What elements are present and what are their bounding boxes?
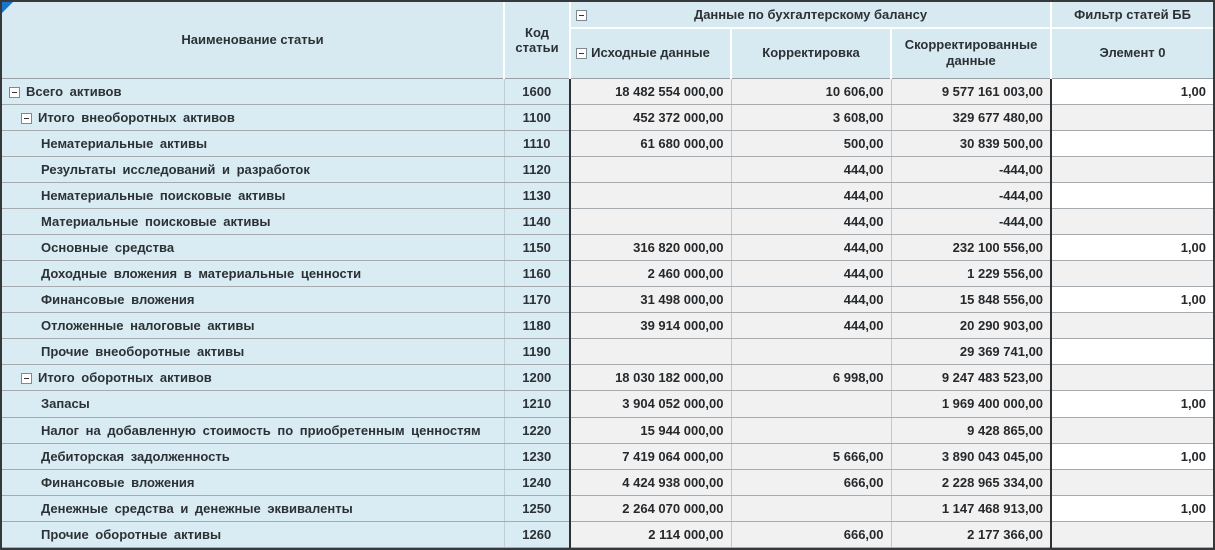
table-body — [2, 78, 1213, 548]
row-code-cell[interactable]: 1170 — [504, 287, 570, 313]
cell-adjustment[interactable] — [731, 339, 891, 365]
row-code-cell[interactable]: 1240 — [504, 469, 570, 495]
row-name-cell[interactable] — [2, 521, 504, 547]
select-all-corner[interactable] — [2, 2, 13, 13]
row-name-label: Финансовые вложения — [41, 292, 195, 308]
cell-adjustment[interactable]: 444,00 — [731, 182, 891, 208]
cell-adjustment[interactable]: 444,00 — [731, 261, 891, 287]
row-name-cell[interactable] — [2, 234, 504, 260]
cell-source[interactable]: 3 904 052 000,00 — [570, 391, 731, 417]
cell-element0[interactable]: 1,00 — [1051, 495, 1213, 521]
cell-adjustment[interactable] — [731, 495, 891, 521]
cell-adjustment[interactable]: 5 666,00 — [731, 443, 891, 469]
cell-source[interactable]: 61 680 000,00 — [570, 130, 731, 156]
col-header-code[interactable] — [504, 2, 570, 78]
col-header-element0[interactable] — [1051, 28, 1213, 78]
row-name-label: Прочие оборотные активы — [41, 526, 222, 542]
cell-element0[interactable] — [1051, 130, 1213, 156]
row-name-cell[interactable] — [2, 156, 504, 182]
cell-adjustment[interactable]: 666,00 — [731, 469, 891, 495]
cell-source[interactable]: 452 372 000,00 — [570, 104, 731, 130]
row-name-label: Итого внеоборотных активов — [38, 109, 235, 125]
row-name-cell[interactable] — [2, 104, 504, 130]
cell-adjustment[interactable]: 444,00 — [731, 313, 891, 339]
col-header-name-label: Наименование статьи — [181, 32, 324, 48]
table-row — [2, 313, 1213, 339]
row-name-label: Нематериальные поисковые активы — [41, 187, 286, 203]
cell-adjusted[interactable]: 9 247 483 523,00 — [891, 365, 1051, 391]
collapse-icon[interactable] — [576, 48, 587, 59]
cell-adjustment[interactable]: 666,00 — [731, 521, 891, 547]
table-row — [2, 234, 1213, 260]
row-name-cell[interactable] — [2, 313, 504, 339]
cell-element0[interactable] — [1051, 313, 1213, 339]
row-code-cell[interactable]: 1250 — [504, 495, 570, 521]
row-name-cell[interactable] — [2, 495, 504, 521]
row-code-cell[interactable]: 1110 — [504, 130, 570, 156]
row-code-cell[interactable]: 1160 — [504, 261, 570, 287]
cell-element0[interactable] — [1051, 521, 1213, 547]
row-name-cell[interactable] — [2, 261, 504, 287]
col-group-balance-label: Данные по бухгалтерскому балансу — [693, 7, 928, 22]
cell-source[interactable]: 15 944 000,00 — [570, 417, 731, 443]
table-row — [2, 261, 1213, 287]
col-header-adjustment[interactable] — [731, 28, 891, 78]
table-row — [2, 469, 1213, 495]
col-group-filter[interactable] — [1051, 2, 1213, 28]
cell-source[interactable]: 2 460 000,00 — [570, 261, 731, 287]
row-code-cell[interactable]: 1210 — [504, 391, 570, 417]
row-name-cell[interactable] — [2, 287, 504, 313]
row-code-cell[interactable]: 1100 — [504, 104, 570, 130]
col-header-code-label: Код статьи — [515, 24, 559, 55]
row-code-cell[interactable]: 1180 — [504, 313, 570, 339]
row-name-label: Основные средства — [41, 240, 175, 255]
row-code-cell[interactable]: 1600 — [504, 78, 570, 104]
cell-element0[interactable] — [1051, 417, 1213, 443]
cell-element0[interactable] — [1051, 104, 1213, 130]
row-name-label: Финансовые вложения — [41, 474, 195, 490]
row-code-cell[interactable]: 1220 — [504, 417, 570, 443]
row-name-cell[interactable] — [2, 339, 504, 365]
cell-adjustment[interactable]: 444,00 — [731, 208, 891, 234]
col-header-source[interactable] — [570, 28, 731, 78]
cell-element0[interactable] — [1051, 339, 1213, 365]
cell-source[interactable]: 316 820 000,00 — [570, 234, 731, 260]
cell-adjusted[interactable]: 2 177 366,00 — [891, 521, 1051, 547]
row-name-label: Результаты исследований и разработок — [41, 161, 310, 177]
table-row — [2, 130, 1213, 156]
balance-table — [2, 2, 1213, 548]
row-name-cell[interactable] — [2, 208, 504, 234]
cell-adjusted[interactable]: 1 229 556,00 — [891, 261, 1051, 287]
row-name-label: Денежные средства и денежные эквиваленты — [41, 500, 353, 516]
cell-adjustment[interactable]: 10 606,00 — [731, 78, 891, 104]
cell-source[interactable]: 31 498 000,00 — [570, 287, 731, 313]
cell-source[interactable]: 18 482 554 000,00 — [570, 78, 731, 104]
cell-element0[interactable]: 1,00 — [1051, 78, 1213, 104]
cell-element0[interactable]: 1,00 — [1051, 287, 1213, 313]
cell-element0[interactable] — [1051, 182, 1213, 208]
collapse-icon[interactable] — [9, 87, 20, 98]
row-name-cell[interactable] — [2, 443, 504, 469]
row-name-cell[interactable] — [2, 391, 504, 417]
cell-adjustment[interactable]: 444,00 — [731, 156, 891, 182]
table-row — [2, 78, 1213, 104]
row-name-cell[interactable] — [2, 182, 504, 208]
table-row — [2, 417, 1213, 443]
cell-element0[interactable]: 1,00 — [1051, 443, 1213, 469]
cell-element0[interactable] — [1051, 208, 1213, 234]
table-row — [2, 208, 1213, 234]
row-code-cell[interactable]: 1190 — [504, 339, 570, 365]
row-name-cell[interactable] — [2, 365, 504, 391]
cell-adjustment[interactable] — [731, 417, 891, 443]
row-name-label: Итого оборотных активов — [38, 370, 212, 386]
cell-adjusted[interactable]: 329 677 480,00 — [891, 104, 1051, 130]
cell-adjustment[interactable]: 3 608,00 — [731, 104, 891, 130]
row-name-cell[interactable] — [2, 78, 504, 104]
cell-adjusted[interactable]: 1 147 468 913,00 — [891, 495, 1051, 521]
row-name-label: Нематериальные активы — [41, 135, 208, 151]
collapse-icon[interactable] — [21, 113, 32, 124]
row-name-label: Прочие внеоборотные активы — [41, 344, 245, 360]
cell-adjustment[interactable]: 500,00 — [731, 130, 891, 156]
table-row — [2, 365, 1213, 391]
cell-adjustment[interactable]: 444,00 — [731, 287, 891, 313]
header-group-row — [2, 2, 1213, 28]
cell-adjusted[interactable]: -444,00 — [891, 156, 1051, 182]
table-row — [2, 443, 1213, 469]
cell-source[interactable]: 39 914 000,00 — [570, 313, 731, 339]
row-name-label: Дебиторская задолженность — [41, 448, 230, 464]
col-header-element0-label: Элемент 0 — [1099, 45, 1166, 61]
row-name-cell[interactable] — [2, 417, 504, 443]
cell-source[interactable] — [570, 339, 731, 365]
row-name-label: Материальные поисковые активы — [41, 213, 271, 229]
table-row — [2, 287, 1213, 313]
row-name-label: Запасы — [41, 396, 90, 412]
cell-source[interactable]: 2 264 070 000,00 — [570, 495, 731, 521]
col-header-adjustment-label: Корректировка — [762, 45, 860, 61]
cell-adjusted[interactable]: 9 577 161 003,00 — [891, 78, 1051, 104]
cell-source[interactable] — [570, 182, 731, 208]
row-code-cell[interactable]: 1260 — [504, 521, 570, 547]
cell-adjusted[interactable]: 20 290 903,00 — [891, 313, 1051, 339]
row-name-cell[interactable] — [2, 469, 504, 495]
collapse-icon[interactable] — [576, 10, 587, 21]
cell-adjusted[interactable]: -444,00 — [891, 182, 1051, 208]
collapse-icon[interactable] — [21, 373, 32, 384]
row-name-label: Отложенные налоговые активы — [41, 318, 255, 334]
cell-source[interactable]: 18 030 182 000,00 — [570, 365, 731, 391]
cell-source[interactable]: 7 419 064 000,00 — [570, 443, 731, 469]
col-header-adjusted[interactable] — [891, 28, 1051, 78]
cell-adjusted[interactable]: -444,00 — [891, 208, 1051, 234]
row-name-label: Всего активов — [26, 83, 122, 99]
table-row — [2, 104, 1213, 130]
cell-adjustment[interactable]: 444,00 — [731, 234, 891, 260]
cell-source[interactable] — [570, 208, 731, 234]
cell-source[interactable]: 2 114 000,00 — [570, 521, 731, 547]
table-row — [2, 339, 1213, 365]
table-row — [2, 495, 1213, 521]
table-header — [2, 2, 1213, 78]
row-code-cell[interactable]: 1140 — [504, 208, 570, 234]
col-header-name[interactable] — [2, 2, 504, 78]
row-code-cell[interactable]: 1120 — [504, 156, 570, 182]
table-row — [2, 182, 1213, 208]
cell-adjusted[interactable]: 3 890 043 045,00 — [891, 443, 1051, 469]
table-row — [2, 521, 1213, 547]
cell-adjusted[interactable]: 2 228 965 334,00 — [891, 469, 1051, 495]
col-group-balance[interactable] — [570, 2, 1051, 28]
table-row — [2, 156, 1213, 182]
row-name-label: Налог на добавленную стоимость по приобретенным ценностям — [41, 422, 481, 438]
cell-element0[interactable] — [1051, 365, 1213, 391]
row-code-cell[interactable]: 1130 — [504, 182, 570, 208]
col-header-adjusted-label: Скорректированные данные — [904, 37, 1038, 69]
cell-element0[interactable]: 1,00 — [1051, 234, 1213, 260]
row-code-cell[interactable]: 1150 — [504, 234, 570, 260]
cell-element0[interactable]: 1,00 — [1051, 391, 1213, 417]
cell-adjustment[interactable]: 6 998,00 — [731, 365, 891, 391]
row-code-cell[interactable]: 1200 — [504, 365, 570, 391]
cell-adjustment[interactable] — [731, 391, 891, 417]
cell-adjusted[interactable]: 30 839 500,00 — [891, 130, 1051, 156]
cell-source[interactable] — [570, 156, 731, 182]
col-header-source-label: Исходные данные — [591, 45, 710, 61]
cell-element0[interactable] — [1051, 261, 1213, 287]
row-code-cell[interactable]: 1230 — [504, 443, 570, 469]
row-name-cell[interactable] — [2, 130, 504, 156]
cell-source[interactable]: 4 424 938 000,00 — [570, 469, 731, 495]
row-name-label: Доходные вложения в материальные ценности — [41, 266, 362, 282]
col-group-filter-label: Фильтр статей ББ — [1074, 7, 1191, 22]
cell-adjusted[interactable]: 1 969 400 000,00 — [891, 391, 1051, 417]
cell-adjusted[interactable]: 29 369 741,00 — [891, 339, 1051, 365]
cell-adjusted[interactable]: 9 428 865,00 — [891, 417, 1051, 443]
cell-adjusted[interactable]: 232 100 556,00 — [891, 234, 1051, 260]
cell-element0[interactable] — [1051, 156, 1213, 182]
table-row — [2, 391, 1213, 417]
cell-element0[interactable] — [1051, 469, 1213, 495]
cell-adjusted[interactable]: 15 848 556,00 — [891, 287, 1051, 313]
